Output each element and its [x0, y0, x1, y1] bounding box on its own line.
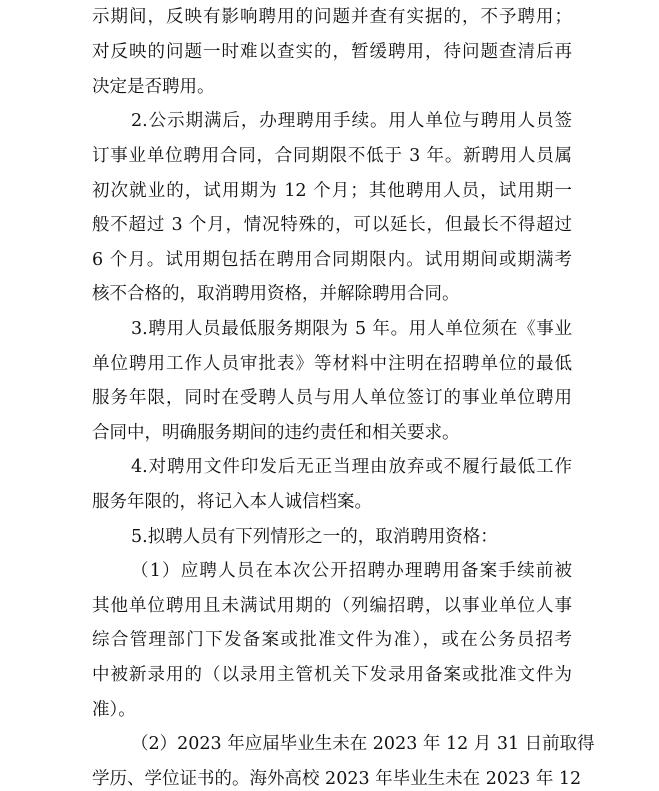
text-line: 2.公示期满后，办理聘用手续。用人单位与聘用人员签	[131, 111, 572, 131]
text-line: 准）。	[92, 700, 136, 720]
text-line: （2）2023 年应届毕业生未在 2023 年 12 月 31 日前取得	[131, 734, 595, 754]
text-line: 单位聘用工作人员审批表》等材料中注明在招聘单位的最低	[92, 354, 572, 374]
text-line: 中被新录用的（以录用主管机关下发录用备案或批准文件为	[92, 665, 572, 685]
text-line: 核不合格的，取消聘用资格，并解除聘用合同。	[92, 284, 460, 304]
text-line: 初次就业的，试用期为 12 个月；其他聘用人员，试用期一	[92, 181, 572, 201]
text-line: 综合管理部门下发备案或批准文件为准），或在公务员招考	[92, 630, 572, 650]
text-line: 对反映的问题一时难以查实的，暂缓聘用，待问题查清后再	[92, 42, 572, 62]
text-line: 订事业单位聘用合同，合同期限不低于 3 年。新聘用人员属	[92, 146, 572, 166]
text-line: 6 个月。试用期包括在聘用合同期限内。试用期间或期满考	[92, 250, 572, 270]
text-line: 服务年限的，将记入本人诚信档案。	[92, 492, 372, 512]
text-line: 般不超过 3 个月，情况特殊的，可以延长，但最长不得超过	[92, 215, 572, 235]
text-line: （1）应聘人员在本次公开招聘办理聘用备案手续前被	[131, 561, 572, 581]
text-line: 4.对聘用文件印发后无正当理由放弃或不履行最低工作	[131, 457, 572, 477]
text-line: 3.聘用人员最低服务期限为 5 年。用人单位须在《事业	[131, 319, 572, 339]
text-line: 学历、学位证书的。海外高校 2023 年毕业生未在 2023 年 12	[92, 769, 582, 789]
text-line: 示期间，反映有影响聘用的问题并查有实据的，不予聘用；	[92, 7, 572, 27]
text-line: 服务年限，同时在受聘人员与用人单位签订的事业单位聘用	[92, 388, 572, 408]
text-line: 5.拟聘人员有下列情形之一的，取消聘用资格：	[131, 527, 498, 547]
text-line: 合同中，明确服务期间的违约责任和相关要求。	[92, 423, 460, 443]
text-line: 决定是否聘用。	[92, 77, 215, 97]
text-line: 其他单位聘用且未满试用期的（列编招聘，以事业单位人事	[92, 596, 572, 616]
